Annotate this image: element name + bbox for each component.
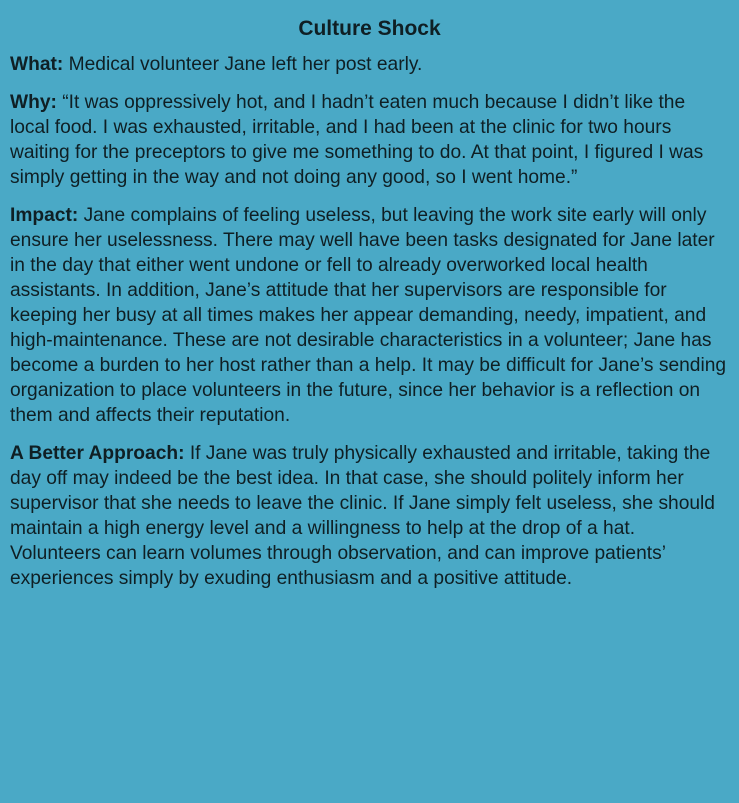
section-better-approach-label: A Better Approach: <box>10 443 185 464</box>
section-impact-text: Jane complains of feeling useless, but leaving the work site early will only ensure her uselessness. There may well have been tasks designated for Jane later in the day that either went undone or fell to already overworked local health assistants. In addition, Jane’s attitude that her supervisors are responsible for keeping her busy at all times makes her appear demanding, needy, impatient, and high-maintenance. These are not desirable characteristics in a volunteer; Jane has become a burden to her host rather than a help. It may be difficult for Jane’s sending organization to place volunteers in the future, since her behavior is a reflection on them and affects their reputation. <box>10 205 727 426</box>
section-why-text: “It was oppressively hot, and I hadn’t eaten much because I didn’t like the local food. I was exhausted, irritable, and I had been at the clinic for two hours waiting for the preceptors to give me something to do. At that point, I figured I was simply getting in the way and not doing any good, so I went home.” <box>10 92 704 188</box>
section-why-label: Why: <box>10 92 57 113</box>
section-why <box>10 90 729 190</box>
section-what-label: What: <box>10 54 64 75</box>
section-better-approach-text: If Jane was truly physically exhausted and irritable, taking the day off may indeed be the best idea. In that case, she should politely inform her supervisor that she needs to leave the clinic. If Jane simply felt useless, she should maintain a high energy level and a willingness to help at the drop of a hat. Volunteers can learn volumes through observation, and can improve patients’ experiences simply by exuding enthusiasm and a positive attitude. <box>10 443 715 589</box>
section-what-text: Medical volunteer Jane left her post early. <box>63 54 423 75</box>
section-better-approach <box>10 441 729 591</box>
section-impact <box>10 203 729 428</box>
section-impact-label: Impact: <box>10 205 79 226</box>
document-title: Culture Shock <box>298 17 441 40</box>
section-what <box>10 52 729 77</box>
